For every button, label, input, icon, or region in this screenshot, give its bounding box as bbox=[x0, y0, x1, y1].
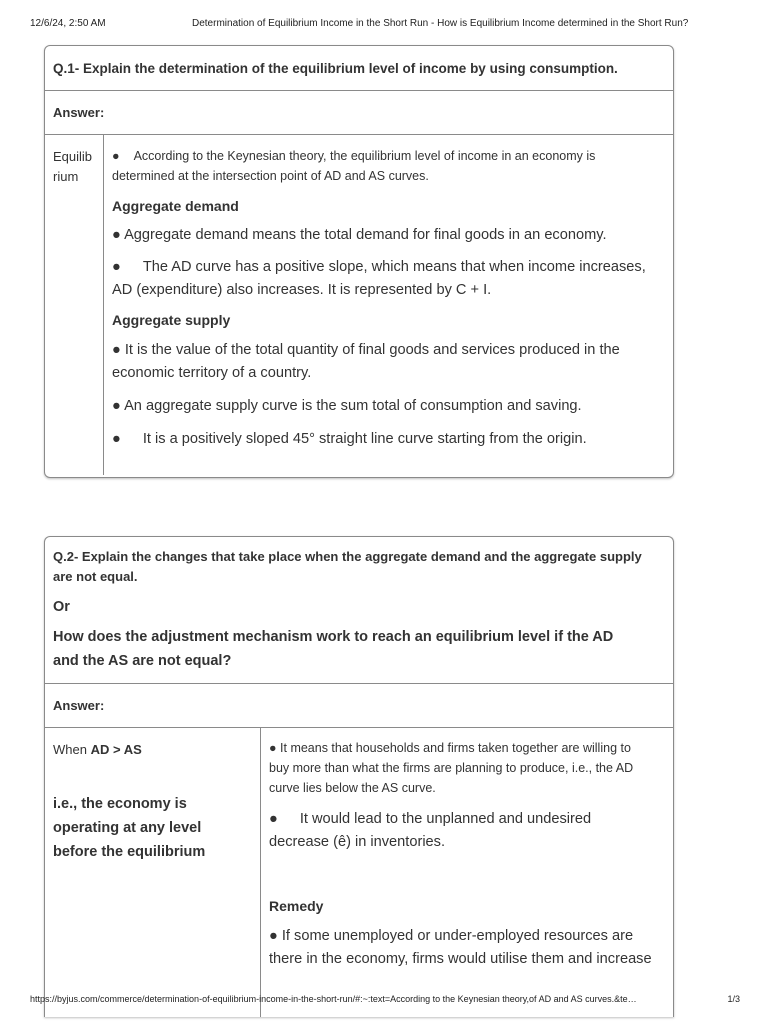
print-date: 12/6/24, 2:50 AM bbox=[30, 18, 106, 29]
ie-line-1: i.e., the economy is bbox=[53, 796, 187, 812]
answer-2-body bbox=[45, 728, 673, 1017]
ad-point-2-line-2: AD (expenditure) also increases. It is represented by C + I. bbox=[112, 282, 492, 298]
ad-point-2-line-1 bbox=[112, 256, 663, 279]
answer-1-row bbox=[45, 91, 673, 135]
left-label-line-2: rium bbox=[53, 169, 79, 184]
aggregate-supply-heading: Aggregate supply bbox=[112, 312, 231, 328]
point-2-line-1 bbox=[269, 808, 663, 831]
question-2-line-1: Q.2- Explain the changes that take place when the aggregate demand and the aggregate supply bbox=[53, 549, 642, 564]
remedy-heading: Remedy bbox=[269, 898, 324, 914]
ie-line-3: before the equilibrium bbox=[53, 844, 206, 860]
left-label-line-1: Equilib bbox=[53, 149, 93, 164]
remedy-line-2: there in the economy, firms would utilise them and increase bbox=[269, 951, 652, 967]
when-condition-line bbox=[53, 740, 260, 760]
question-1-row bbox=[45, 46, 673, 91]
as-point-3 bbox=[112, 428, 663, 451]
intro-line-1 bbox=[112, 146, 663, 166]
bullet: ● bbox=[112, 149, 120, 163]
question-1-text: Q.1- Explain the determination of the equilibrium level of income by using consumption. bbox=[53, 60, 618, 76]
print-url: https://byjus.com/commerce/determination-of-equilibrium-income-in-the-short-run/#:~:text=According to the Keynesian theory,of AD and AS curves.&te… bbox=[30, 994, 637, 1004]
answer-1-right-cell bbox=[104, 135, 673, 475]
remedy-line-1: ● If some unemployed or under-employed resources are bbox=[269, 928, 634, 944]
intro-line-2: determined at the intersection point of AD and AS curves. bbox=[112, 169, 429, 183]
print-title: Determination of Equilibrium Income in the Short Run - How is Equilibrium Income determined in the Short Run? bbox=[192, 18, 689, 29]
answer-2-right-cell bbox=[261, 728, 673, 1017]
question-1-box bbox=[44, 45, 674, 478]
print-footer bbox=[30, 994, 740, 1008]
when-condition: AD > AS bbox=[90, 742, 142, 757]
point-2-text-a: It would lead to the unplanned and undesired bbox=[299, 811, 592, 827]
question-2-row bbox=[45, 537, 673, 684]
bullet: ● bbox=[112, 259, 121, 275]
point-1-line-2: buy more than what the firms are planning to produce, i.e., the AD bbox=[269, 761, 634, 775]
alt-question-line-2: and the AS are not equal? bbox=[53, 653, 232, 669]
ad-point-1: ● Aggregate demand means the total demand for final goods in an economy. bbox=[112, 227, 607, 243]
alt-question-line-1: How does the adjustment mechanism work to reach an equilibrium level if the AD bbox=[53, 629, 614, 645]
answer-2-row bbox=[45, 684, 673, 728]
ie-line-2: operating at any level bbox=[53, 820, 202, 836]
bullet: ● bbox=[112, 431, 121, 447]
answer-1-label: Answer: bbox=[53, 105, 105, 120]
answer-1-body bbox=[45, 135, 673, 475]
aggregate-demand-heading: Aggregate demand bbox=[112, 198, 239, 214]
answer-2-label: Answer: bbox=[53, 698, 105, 713]
or-label: Or bbox=[53, 599, 70, 615]
as-point-1-line-1: ● It is the value of the total quantity of final goods and services produced in the bbox=[112, 342, 620, 358]
print-header bbox=[30, 18, 740, 32]
as-point-1-line-2: economic territory of a country. bbox=[112, 365, 312, 381]
as-point-2: ● An aggregate supply curve is the sum total of consumption and saving. bbox=[112, 398, 582, 414]
answer-2-left-cell bbox=[45, 728, 261, 1017]
when-prefix: When bbox=[53, 742, 91, 757]
question-2-box bbox=[44, 536, 674, 1017]
ad-point-2-text-a: The AD curve has a positive slope, which means that when income increases, bbox=[142, 259, 646, 275]
answer-1-left-cell bbox=[45, 135, 104, 475]
question-2-line-2: are not equal. bbox=[53, 569, 138, 584]
page-number: 1/3 bbox=[727, 994, 740, 1004]
point-1-line-3: curve lies below the AS curve. bbox=[269, 781, 436, 795]
point-1-line-1: ● It means that households and firms taken together are willing to bbox=[269, 741, 631, 755]
bullet: ● bbox=[269, 811, 278, 827]
as-point-3-text: It is a positively sloped 45° straight line curve starting from the origin. bbox=[142, 431, 587, 447]
point-2-line-2: decrease (ê) in inventories. bbox=[269, 834, 446, 850]
intro-text-1: According to the Keynesian theory, the equilibrium level of income in an economy is bbox=[133, 149, 596, 163]
